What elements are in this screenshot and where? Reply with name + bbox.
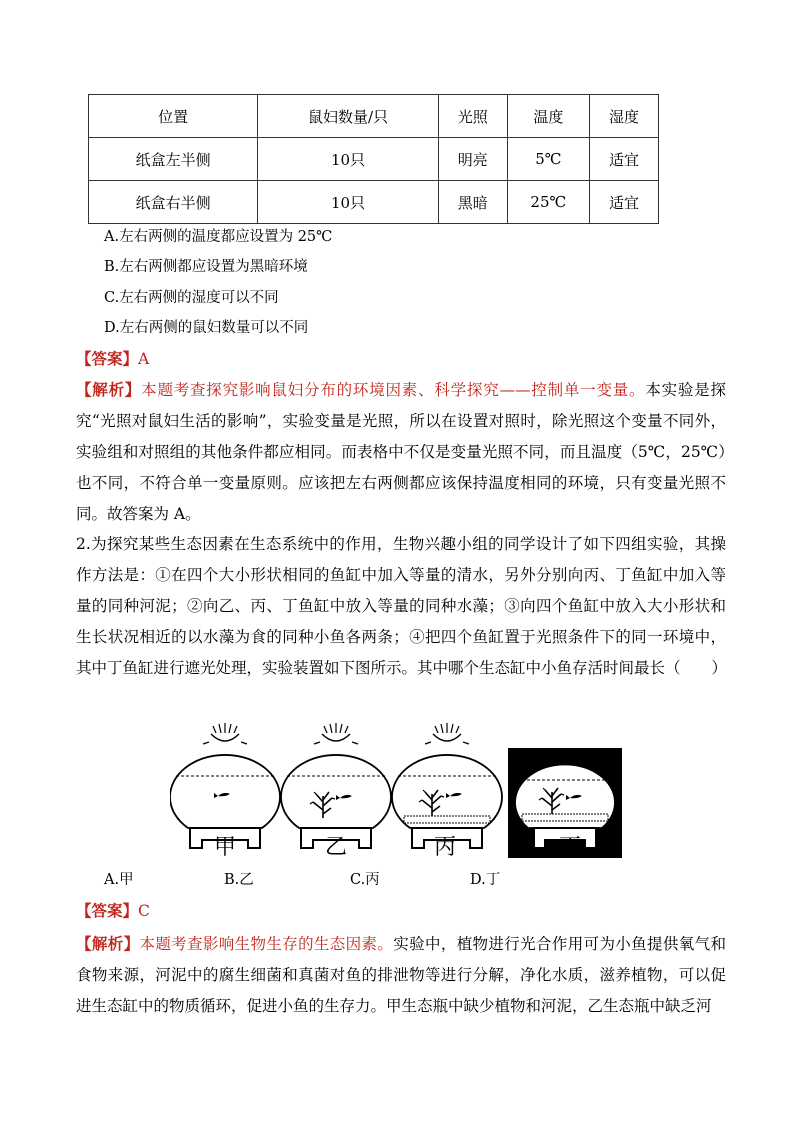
table-cell: 纸盒左半侧 xyxy=(89,138,258,181)
figure-label-bing: 丙 xyxy=(433,835,456,860)
q2-answer xyxy=(76,900,150,922)
q1-analysis xyxy=(76,374,726,530)
answer-value: A xyxy=(138,350,150,368)
analysis-text: 本实验是探究“光照对鼠妇生活的影响”，实验变量是光照，所以在设置对照时，除光照这个变量不同外，实验组和对照组的其他条件都应相同。而表格中不仅是变量光照不同，而且温度（5℃，25℃）也不同，不符合单一变量原则。应该把左右两侧都应该保持温度相同的环境，只有变量光照不同。故答案为 A。 xyxy=(76,381,726,523)
q2-stem: 2.为探究某些生态因素在生态系统中的作用，生物兴趣小组的同学设计了如下四组实验，其操作方法是：①在四个大小形状相同的鱼缸中加入等量的清水，另外分别向丙、丁鱼缸中加入等量的同种河泥；②向乙、丙、丁鱼缸中放入等量的同种水藻；③向四个鱼缸中放入大小形状和生长状况相近的以水藻为食的同种小鱼各两条；④把四个鱼缸置于光照条件下的同一环境中，其中丁鱼缸进行遮光处理，实验装置如下图所示。其中哪个生态缸中小鱼存活时间最长（ ） xyxy=(76,535,728,677)
table-cell: 25℃ xyxy=(507,181,589,224)
analysis-text: 实验中，植物进行光合作用可为小鱼提供氧气和食物来源，河泥中的腐生细菌和真菌对鱼的排泄物等进行分解，净化水质，滋养植物，可以促进生态缸中的物质循环，促进小鱼的生存力。甲生态瓶中缺少植物和河泥，乙生态瓶中缺乏河 xyxy=(76,935,726,1015)
table-cell: 5℃ xyxy=(507,138,589,181)
q1-answer xyxy=(76,348,149,370)
table-header-cell: 光照 xyxy=(438,95,507,138)
q1-option-c: C.左右两侧的湿度可以不同 xyxy=(104,290,279,306)
figure-label-ding: 丁 xyxy=(558,835,581,860)
figure-label-jia: 甲 xyxy=(213,835,236,860)
analysis-tag: 【解析】 xyxy=(76,380,142,399)
analysis-highlight: 本题考查影响生物生存的生态因素。 xyxy=(139,935,394,953)
q2-analysis xyxy=(76,928,726,1022)
table-cell: 10只 xyxy=(258,138,439,181)
table-cell: 纸盒右半侧 xyxy=(89,181,258,224)
q1-option-d: D.左右两侧的鼠妇数量可以不同 xyxy=(104,320,309,336)
experiment-table xyxy=(88,94,659,224)
table-header-cell: 位置 xyxy=(89,95,258,138)
q1-option-a: A.左右两侧的温度都应设置为 25℃ xyxy=(104,229,333,245)
q2-choice-c: C.丙 xyxy=(350,872,380,888)
answer-tag: 【答案】 xyxy=(76,349,139,368)
q1-option-b: B.左右两侧都应设置为黑暗环境 xyxy=(104,259,308,275)
table-header-row xyxy=(89,95,659,138)
q2-choice-d: D.丁 xyxy=(470,872,501,888)
table-cell: 10只 xyxy=(258,181,439,224)
table-cell: 明亮 xyxy=(438,138,507,181)
table-row xyxy=(89,138,659,181)
table-header-cell: 湿度 xyxy=(589,95,658,138)
q2-choice-a: A.甲 xyxy=(104,872,134,888)
table-header-cell: 温度 xyxy=(507,95,589,138)
q2-choice-b: B.乙 xyxy=(224,872,254,888)
table-cell: 适宜 xyxy=(589,181,658,224)
table-cell: 适宜 xyxy=(589,138,658,181)
analysis-tag: 【解析】 xyxy=(76,934,140,953)
figure-label-yi: 乙 xyxy=(324,835,347,860)
answer-tag: 【答案】 xyxy=(76,901,139,920)
table-header-cell: 鼠妇数量/只 xyxy=(258,95,439,138)
analysis-highlight: 本题考查探究影响鼠妇分布的环境因素、科学探究——控制单一变量。 xyxy=(141,381,646,399)
table-cell: 黑暗 xyxy=(438,181,507,224)
table-row xyxy=(89,181,659,224)
answer-value: C xyxy=(138,902,150,920)
